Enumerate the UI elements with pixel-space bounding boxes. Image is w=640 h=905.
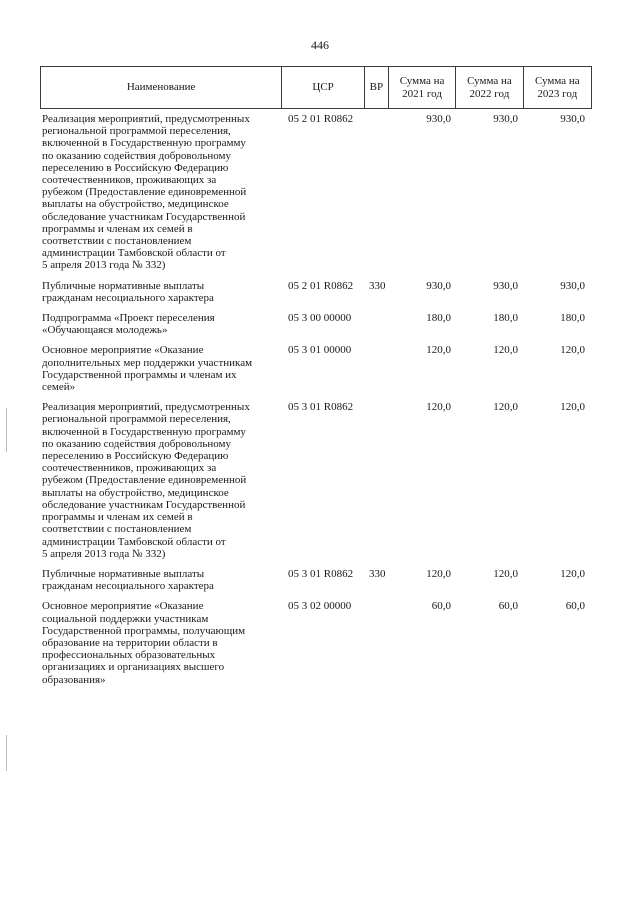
row-vr — [365, 401, 389, 560]
row-sum-2022: 60,0 — [498, 600, 518, 613]
header-sum-2022: Сумма на 2022 год — [456, 67, 523, 108]
row-name: Реализация мероприятий, предусмотренных региональной программой переселения, включенной в Государственную программу по оказанию содействия добровольному переселению в Российскую Федерацию соотечественников, проживающих за рубежом (Предоставление единовременной выплаты на обустройство, медицинское обследование участникам Государственной программы и членам их семей в соответствии с постановлением администрации Тамбовской области от 5 апреля 2013 года № 332) — [42, 113, 250, 272]
table-row — [40, 568, 600, 592]
row-csr: 05 3 01 00000 — [288, 344, 352, 357]
row-sum-2023: 120,0 — [560, 344, 585, 357]
row-csr: 05 3 02 00000 — [288, 600, 352, 613]
table-row — [40, 600, 600, 685]
row-csr: 05 3 01 R0862 — [288, 567, 354, 580]
table-header — [40, 66, 592, 109]
row-name: Публичные нормативные выплаты гражданам несоциального характера — [42, 567, 214, 593]
row-csr: 05 3 00 00000 — [288, 312, 352, 325]
row-name: Основное мероприятие «Оказание дополнительных мер поддержки участникам Государственной программы и членам их семей» — [42, 344, 253, 394]
row-sum-2023: 60,0 — [565, 600, 585, 613]
table-row — [40, 401, 600, 560]
row-name: Публичные нормативные выплаты гражданам несоциального характера — [42, 279, 214, 304]
row-csr: 05 2 01 R0862 — [288, 279, 354, 292]
header-vr: ВР — [365, 67, 389, 108]
header-sum-2023: Сумма на 2023 год — [534, 74, 580, 100]
row-vr: 330 — [369, 279, 386, 292]
row-csr: 05 3 01 R0862 — [288, 401, 354, 414]
row-name: Подпрограмма «Проект переселения «Обучающаяся молодежь» — [42, 312, 215, 337]
row-sum-2023: 930,0 — [560, 113, 585, 125]
row-sum-2023: 930,0 — [560, 279, 585, 292]
row-sum-2021: 930,0 — [426, 279, 451, 292]
row-sum-2023: 120,0 — [560, 567, 585, 580]
table-body — [40, 113, 600, 694]
row-sum-2021: 60,0 — [431, 600, 451, 613]
table-row — [40, 312, 600, 336]
table-row — [40, 113, 600, 272]
row-vr — [365, 344, 389, 393]
row-sum-2023: 120,0 — [560, 401, 585, 414]
row-csr: 05 2 01 R0862 — [288, 113, 354, 125]
scan-edge-mark — [6, 408, 7, 452]
scan-edge-mark — [6, 735, 7, 771]
row-sum-2022: 120,0 — [493, 344, 518, 357]
row-sum-2022: 120,0 — [493, 567, 518, 580]
row-name: Реализация мероприятий, предусмотренных региональной программой переселения, включенной в Государственную программу по оказанию содействия добровольному переселению в Российскую Федерацию соотечественников, проживающих за рубежом (Предоставление единовременной выплаты на обустройство, медицинское обследование участникам Государственной программы и членам их семей в соответствии с постановлением администрации Тамбовской области от 5 апреля 2013 года № 332) — [42, 401, 250, 560]
row-vr — [365, 600, 389, 685]
page-number: 446 — [311, 38, 329, 52]
row-sum-2022: 180,0 — [493, 312, 518, 325]
row-sum-2021: 120,0 — [426, 567, 451, 580]
row-sum-2021: 930,0 — [426, 113, 451, 125]
row-vr: 330 — [369, 567, 386, 580]
row-vr — [365, 113, 389, 272]
row-name: Основное мероприятие «Оказание социальной поддержки участникам Государственной программы, получающим образование на территории области в профессиональных образовательных организациях и организациях высшего образования» — [42, 600, 246, 686]
row-sum-2023: 180,0 — [560, 312, 585, 325]
row-sum-2022: 930,0 — [493, 279, 518, 292]
table-row — [40, 344, 600, 393]
row-sum-2021: 180,0 — [426, 312, 451, 325]
header-csr: ЦСР — [282, 67, 365, 108]
header-sum-2021: Сумма на 2021 год — [389, 67, 456, 108]
row-sum-2022: 930,0 — [493, 113, 518, 125]
table-row — [40, 280, 600, 304]
row-sum-2021: 120,0 — [426, 401, 451, 414]
row-sum-2022: 120,0 — [493, 401, 518, 414]
row-vr — [365, 312, 389, 336]
row-sum-2021: 120,0 — [426, 344, 451, 357]
header-name: Наименование — [41, 67, 282, 108]
